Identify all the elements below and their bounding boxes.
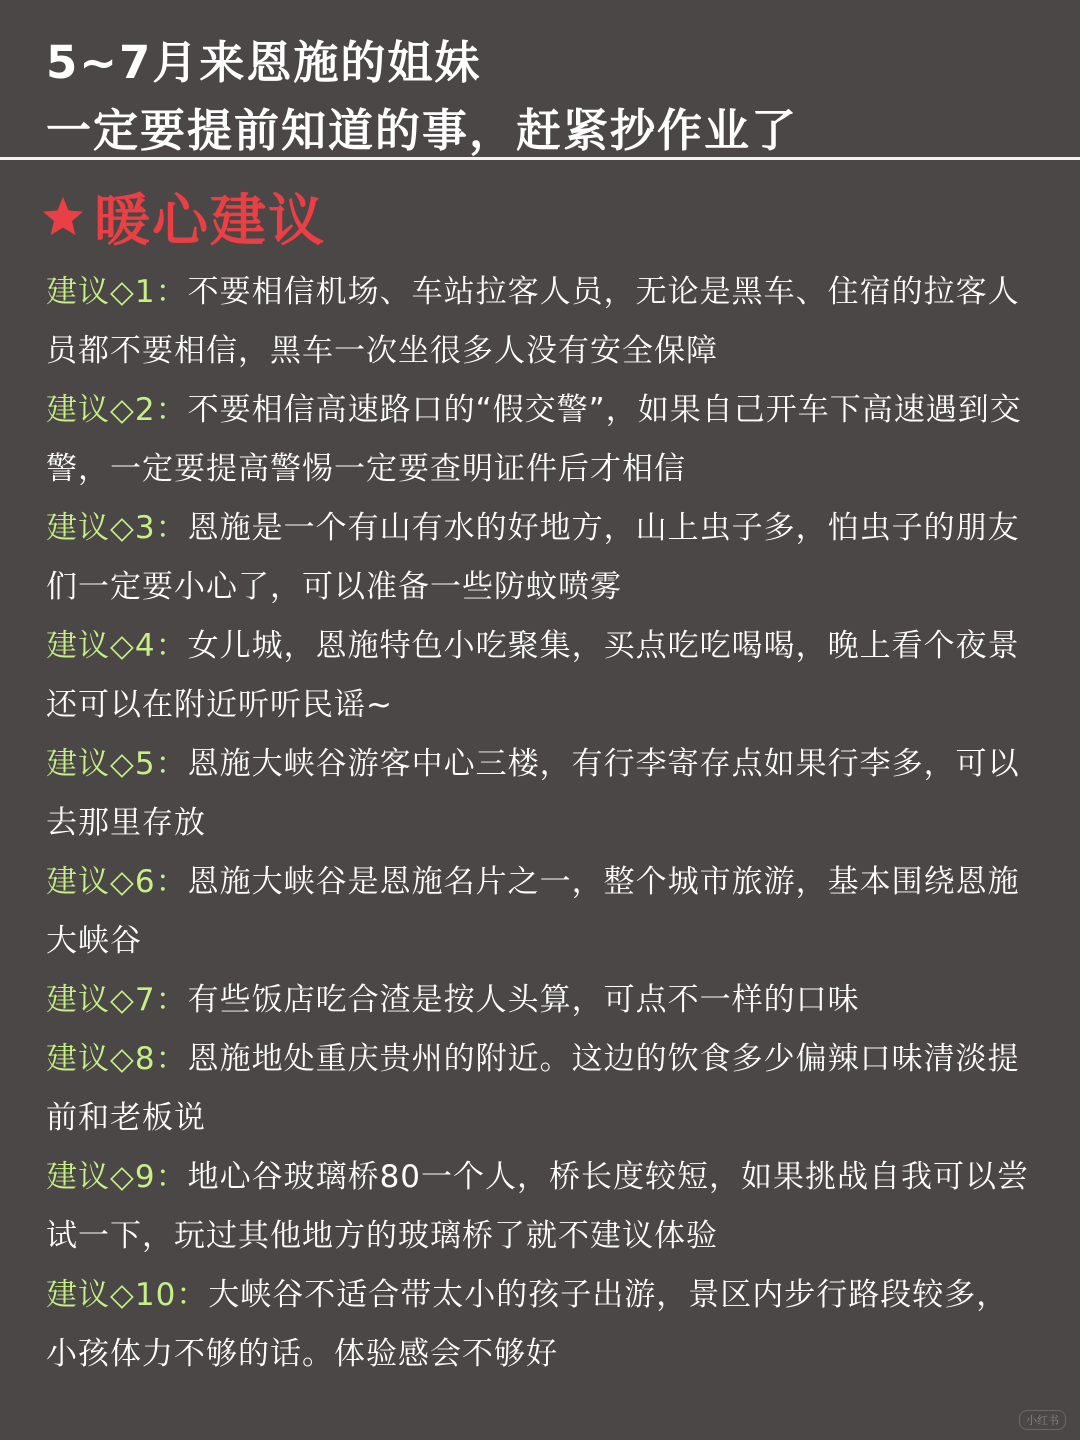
tip-item (46, 1266, 1036, 1384)
page-title-line-1: 5~7月来恩施的姐妹 (46, 36, 482, 89)
tip-text: 恩施是一个有山有水的好地方，山上虫子多，怕虫子的朋友们一定要小心了，可以准备一些防蚊喷雾 (46, 510, 1020, 605)
header-divider (0, 157, 1080, 160)
tip-text: 不要相信高速路口的“假交警”，如果自己开车下高速遇到交警，一定要提高警惕一定要查明证件后才相信 (46, 392, 1022, 487)
section-heading (40, 182, 326, 252)
tip-label: 建议◇6： (46, 864, 188, 900)
tip-label: 建议◇4： (46, 628, 188, 664)
tip-text: 恩施大峡谷游客中心三楼，有行李寄存点如果行李多，可以去那里存放 (46, 746, 1020, 841)
tip-text: 恩施大峡谷是恩施名片之一，整个城市旅游，基本围绕恩施大峡谷 (46, 864, 1020, 959)
tip-item (46, 1148, 1036, 1266)
tip-label: 建议◇3： (46, 510, 188, 546)
tip-label: 建议◇7： (46, 982, 188, 1018)
tip-text: 大峡谷不适合带太小的孩子出游，景区内步行路段较多，小孩体力不够的话。体验感会不够好 (46, 1277, 1009, 1372)
tip-item (46, 499, 1036, 617)
tips-list (46, 263, 1036, 1384)
tip-text: 恩施地处重庆贵州的附近。这边的饮食多少偏辣口味清淡提前和老板说 (46, 1041, 1020, 1136)
tip-item (46, 1030, 1036, 1148)
tip-text: 女儿城，恩施特色小吃聚集，买点吃吃喝喝，晚上看个夜景还可以在附近听听民谣~ (46, 628, 1020, 723)
tip-label: 建议◇10： (46, 1277, 209, 1313)
section-heading-text: 暖心建议 (94, 188, 326, 254)
tip-label: 建议◇2： (46, 392, 188, 428)
tip-label: 建议◇9： (46, 1159, 188, 1195)
tip-item (46, 853, 1036, 971)
tip-label: 建议◇8： (46, 1041, 188, 1077)
tip-item (46, 381, 1036, 499)
header (0, 0, 1080, 158)
tip-label: 建议◇1： (46, 274, 188, 310)
tip-text: 不要相信机场、车站拉客人员，无论是黑车、住宿的拉客人员都不要相信，黑车一次坐很多人没有安全保障 (46, 274, 1020, 369)
page-title-line-2: 一定要提前知道的事，赶紧抄作业了 (46, 104, 799, 157)
tip-item (46, 617, 1036, 735)
tip-text: 有些饭店吃合渣是按人头算，可点不一样的口味 (187, 982, 860, 1018)
tip-text: 地心谷玻璃桥80一个人，桥长度较短，如果挑战自我可以尝试一下，玩过其他地方的玻璃桥了就不建议体验 (46, 1159, 1030, 1254)
tip-item (46, 735, 1036, 853)
tip-item (46, 971, 1036, 1030)
tip-item (46, 263, 1036, 381)
tip-label: 建议◇5： (46, 746, 188, 782)
star-icon (40, 194, 86, 240)
watermark: 小红书 (1019, 1410, 1066, 1430)
